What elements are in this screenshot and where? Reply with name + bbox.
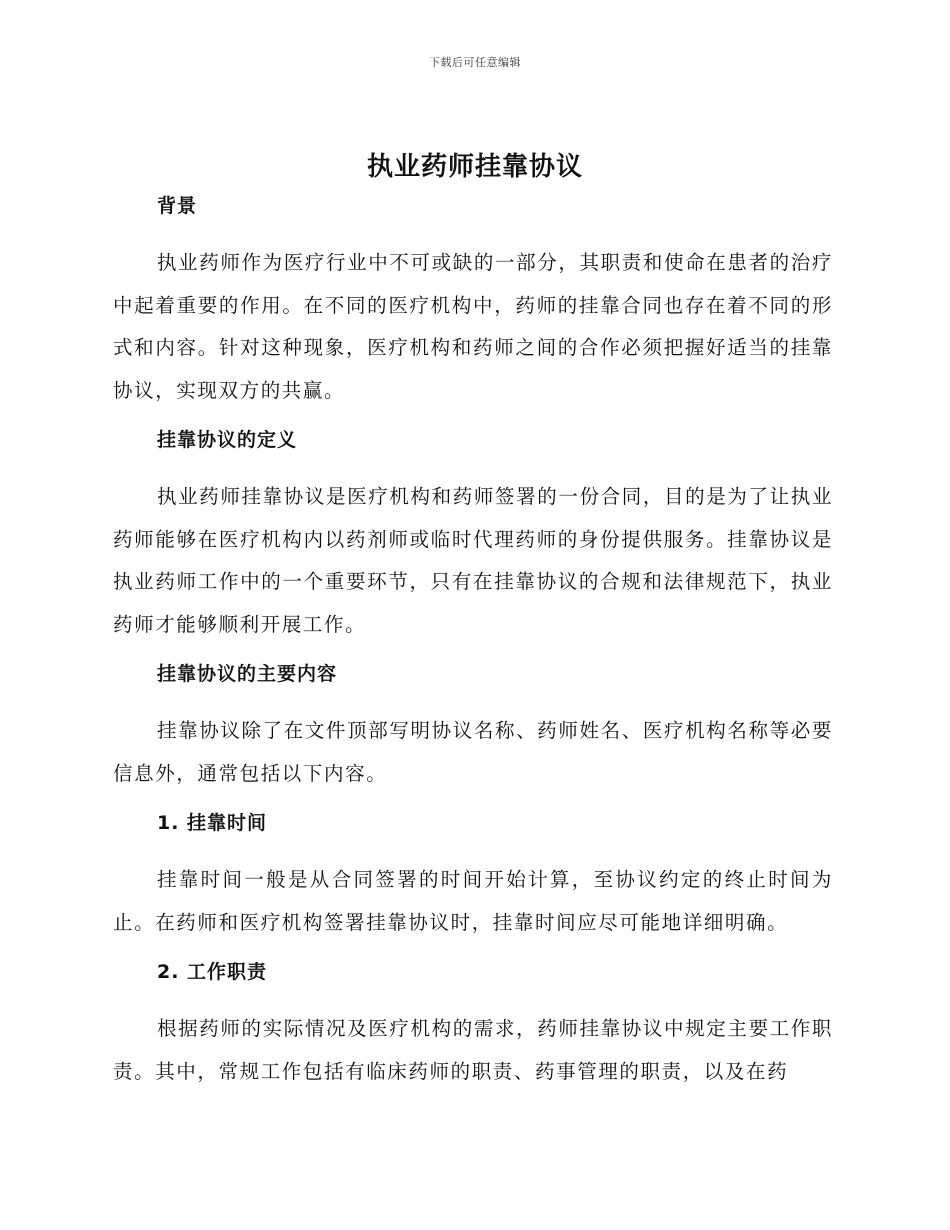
document-body	[113, 190, 833, 1093]
section-paragraph: 挂靠协议除了在文件顶部写明协议名称、药师姓名、医疗机构名称等必要信息外，通常包括以下内容。	[113, 719, 833, 785]
section-background	[113, 190, 833, 424]
section-paragraph: 执业药师挂靠协议是医疗机构和药师签署的一份合同，目的是为了让执业药师能够在医疗机构内以药剂师或临时代理药师的身份提供服务。挂靠协议是执业药师工作中的一个重要环节，只有在挂靠协议的合规和法律规范下，执业药师才能够顺利开展工作。	[113, 485, 833, 636]
section-duration	[113, 807, 833, 956]
section-heading: 2. 工作职责	[157, 961, 268, 983]
section-heading: 1. 挂靠时间	[157, 812, 268, 834]
document-title: 执业药师挂靠协议	[366, 152, 583, 182]
section-paragraph: 执业药师作为医疗行业中不可或缺的一部分，其职责和使命在患者的治疗中起着重要的作用。在不同的医疗机构中，药师的挂靠合同也存在着不同的形式和内容。针对这种现象，医疗机构和药师之间的合作必须把握好适当的挂靠协议，实现双方的共赢。	[113, 251, 833, 402]
section-duties	[113, 956, 833, 1093]
section-paragraph: 挂靠时间一般是从合同签署的时间开始计算，至协议约定的终止时间为止。在药师和医疗机构签署挂靠协议时，挂靠时间应尽可能地详细明确。	[113, 868, 833, 934]
section-heading: 挂靠协议的主要内容	[157, 663, 338, 685]
section-heading: 背景	[157, 195, 198, 217]
section-definition	[113, 424, 833, 658]
section-main-content	[113, 658, 833, 807]
section-paragraph: 根据药师的实际情况及医疗机构的需求，药师挂靠协议中规定主要工作职责。其中，常规工作包括有临床药师的职责、药事管理的职责，以及在药	[113, 1017, 833, 1083]
section-heading: 挂靠协议的定义	[157, 429, 298, 451]
page-header-note: 下载后可任意编辑	[429, 56, 521, 69]
